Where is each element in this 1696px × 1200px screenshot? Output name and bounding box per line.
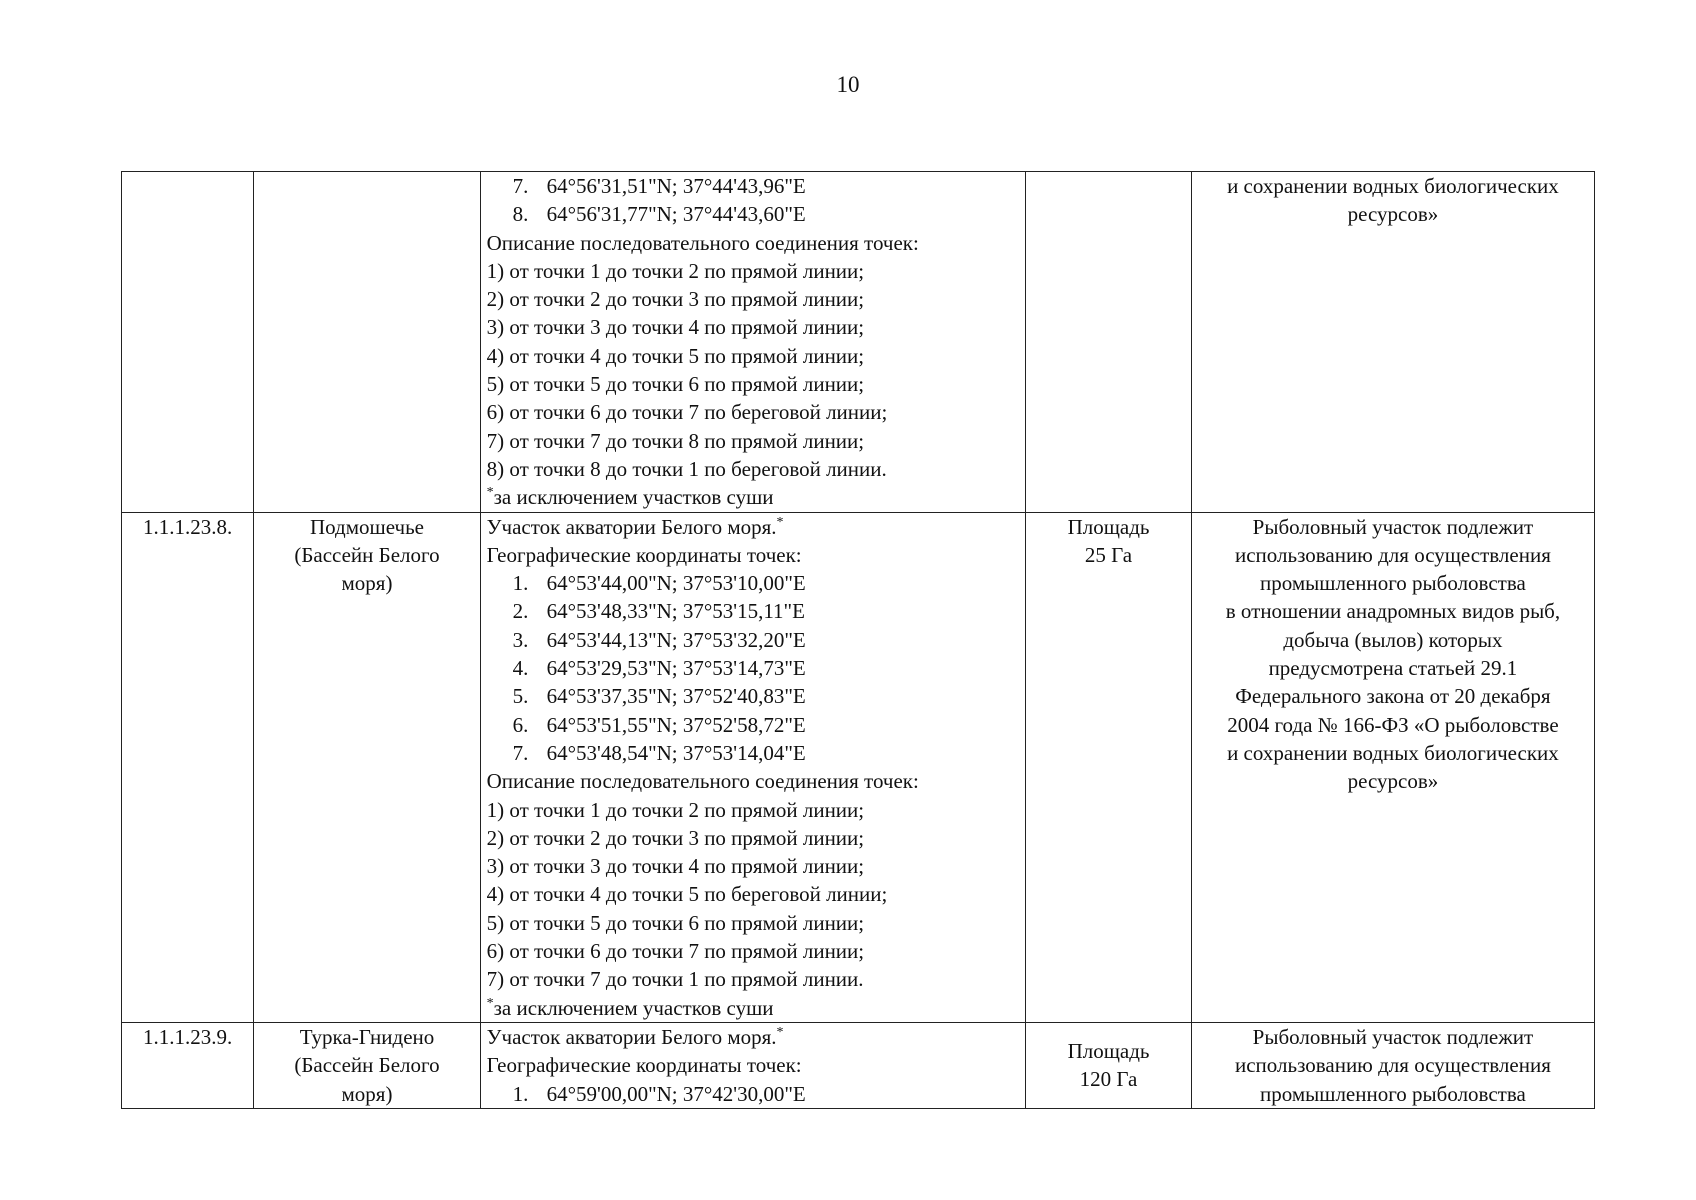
connection-step: 5) от точки 5 до точки 6 по прямой линии; (486, 372, 865, 397)
area-name-cell (254, 1022, 480, 1108)
table-row (122, 512, 1595, 1022)
coordinate-number: 7. (512, 174, 529, 198)
connection-step: 1) от точки 1 до точки 2 по прямой линии; (486, 258, 865, 283)
connection-step: 7) от точки 7 до точки 1 по прямой линии. (486, 967, 864, 992)
area-size-line: 120 Га (1079, 1067, 1138, 1092)
coordinate-item (487, 739, 1020, 767)
area-name-cell (254, 512, 480, 1022)
connection-header: Описание последовательного соединения точек: (486, 230, 919, 255)
coordinate-value: 64°53'37,35"N; 37°52'40,83"E (546, 684, 806, 709)
connection-step: 4) от точки 4 до точки 5 по прямой линии; (486, 343, 865, 368)
coordinate-number: 6. (512, 712, 529, 737)
coordinate-number: 2. (512, 599, 529, 624)
footnote-mark: * (776, 1024, 784, 1040)
coords-header: Географические координаты точек: (486, 1053, 802, 1078)
area-name-line: (Бассейн Белого (294, 542, 440, 567)
connection-step: 7) от точки 7 до точки 8 по прямой линии; (486, 428, 865, 453)
footnote-mark: * (486, 995, 494, 1011)
connection-step: 1) от точки 1 до точки 2 по прямой линии; (486, 797, 865, 822)
connection-step: 4) от точки 4 до точки 5 по береговой линии; (486, 882, 888, 907)
area-intro (487, 1023, 1020, 1051)
area-id: 1.1.1.23.8. (143, 514, 233, 539)
area-intro-text: Участок акватории Белого моря. (486, 1024, 777, 1049)
table-row (122, 172, 1595, 513)
area-id-cell (122, 172, 254, 513)
usage-note-line: промышленного рыболовства (1260, 571, 1526, 596)
area-intro-text: Участок акватории Белого моря. (486, 514, 777, 539)
coordinate-number: 1. (512, 1081, 529, 1106)
usage-note-line: Федерального закона от 20 декабря (1235, 684, 1551, 709)
coordinate-number: 8. (512, 202, 529, 227)
usage-note-cell (1191, 1022, 1594, 1108)
coordinate-value: 64°59'00,00"N; 37°42'30,00"E (546, 1081, 806, 1106)
area-name-line: (Бассейн Белого (294, 1053, 440, 1078)
coordinate-item (487, 626, 1020, 654)
area-id-cell (122, 512, 254, 1022)
usage-note-line: и сохранении водных биологических (1227, 174, 1559, 198)
usage-note-line: и сохранении водных биологических (1227, 740, 1559, 765)
usage-note-line: ресурсов» (1347, 769, 1439, 794)
coordinate-item (487, 200, 1020, 228)
connection-step: 3) от точки 3 до точки 4 по прямой линии; (486, 854, 865, 879)
usage-note-line: ресурсов» (1347, 202, 1439, 227)
area-description-cell (480, 1022, 1026, 1108)
footnote (487, 483, 1020, 511)
area-size-line: Площадь (1067, 1039, 1150, 1064)
area-description-cell (480, 512, 1026, 1022)
connection-step: 2) от точки 2 до точки 3 по прямой линии; (486, 825, 865, 850)
usage-note-line: Рыболовный участок подлежит (1252, 1024, 1534, 1049)
usage-note-cell (1191, 512, 1594, 1022)
usage-note-cell (1191, 172, 1594, 513)
usage-note-line: предусмотрена статьей 29.1 (1268, 656, 1518, 681)
area-id: 1.1.1.23.9. (143, 1024, 233, 1049)
connection-step: 2) от точки 2 до точки 3 по прямой линии; (486, 287, 865, 312)
area-name-line: моря) (341, 1081, 393, 1106)
coordinate-item (487, 172, 1020, 200)
coordinate-value: 64°53'51,55"N; 37°52'58,72"E (546, 712, 806, 737)
coordinate-value: 64°53'44,00"N; 37°53'10,00"E (546, 571, 806, 596)
footnote-text: за исключением участков суши (493, 485, 774, 510)
usage-note-line: использованию для осуществления (1235, 542, 1551, 567)
footnote-mark: * (776, 514, 784, 530)
coordinate-number: 1. (512, 571, 529, 596)
coords-header: Географические координаты точек: (486, 542, 802, 567)
footnote-text: за исключением участков суши (493, 995, 774, 1020)
fishing-areas-table (121, 171, 1595, 1109)
area-size-line: 25 Га (1084, 542, 1133, 567)
coordinate-value: 64°56'31,77"N; 37°44'43,60"E (546, 202, 806, 227)
footnote-mark: * (486, 485, 494, 501)
coordinate-item (487, 654, 1020, 682)
coordinate-value: 64°53'48,54"N; 37°53'14,04"E (546, 740, 806, 765)
coordinate-value: 64°53'44,13"N; 37°53'32,20"E (546, 627, 806, 652)
coordinate-value: 64°56'31,51"N; 37°44'43,96"E (546, 174, 806, 198)
usage-note-line: в отношении анадромных видов рыб, (1225, 599, 1561, 624)
area-description-cell (480, 172, 1026, 513)
usage-note-line: промышленного рыболовства (1260, 1081, 1526, 1106)
usage-note-line: Рыболовный участок подлежит (1252, 514, 1534, 539)
connection-step: 8) от точки 8 до точки 1 по береговой линии. (486, 456, 887, 481)
coordinate-number: 7. (512, 740, 529, 765)
footnote (487, 994, 1020, 1022)
page-number: 10 (836, 72, 860, 97)
coordinate-item (487, 569, 1020, 597)
coordinate-item (487, 1080, 1020, 1108)
usage-note-line: добыча (вылов) которых (1283, 627, 1503, 652)
connection-step: 6) от точки 6 до точки 7 по прямой линии; (486, 939, 865, 964)
area-name-line: Турка-Гнидено (299, 1024, 435, 1049)
area-id-cell (122, 1022, 254, 1108)
usage-note-line: использованию для осуществления (1235, 1053, 1551, 1078)
area-name-line: Подмошечье (310, 514, 424, 539)
connection-header: Описание последовательного соединения точек: (486, 769, 919, 794)
coordinate-item (487, 682, 1020, 710)
area-name-cell (254, 172, 480, 513)
coordinate-item (487, 711, 1020, 739)
connection-step: 6) от точки 6 до точки 7 по береговой линии; (486, 400, 888, 425)
coordinate-value: 64°53'29,53"N; 37°53'14,73"E (546, 656, 806, 681)
area-size-cell (1026, 1022, 1192, 1108)
coordinate-item (487, 597, 1020, 625)
area-size-cell (1026, 172, 1192, 513)
coordinate-number: 5. (512, 684, 529, 709)
coordinate-number: 3. (512, 627, 529, 652)
usage-note-line: 2004 года № 166-ФЗ «О рыболовстве (1227, 712, 1559, 737)
table-row (122, 1022, 1595, 1108)
coordinate-value: 64°53'48,33"N; 37°53'15,11"E (546, 599, 805, 624)
connection-step: 5) от точки 5 до точки 6 по прямой линии; (486, 910, 865, 935)
area-intro (487, 513, 1020, 541)
connection-step: 3) от точки 3 до точки 4 по прямой линии; (486, 315, 865, 340)
area-size-cell (1026, 512, 1192, 1022)
coordinate-number: 4. (512, 656, 529, 681)
area-name-line: моря) (341, 571, 393, 596)
area-size-line: Площадь (1067, 514, 1150, 539)
